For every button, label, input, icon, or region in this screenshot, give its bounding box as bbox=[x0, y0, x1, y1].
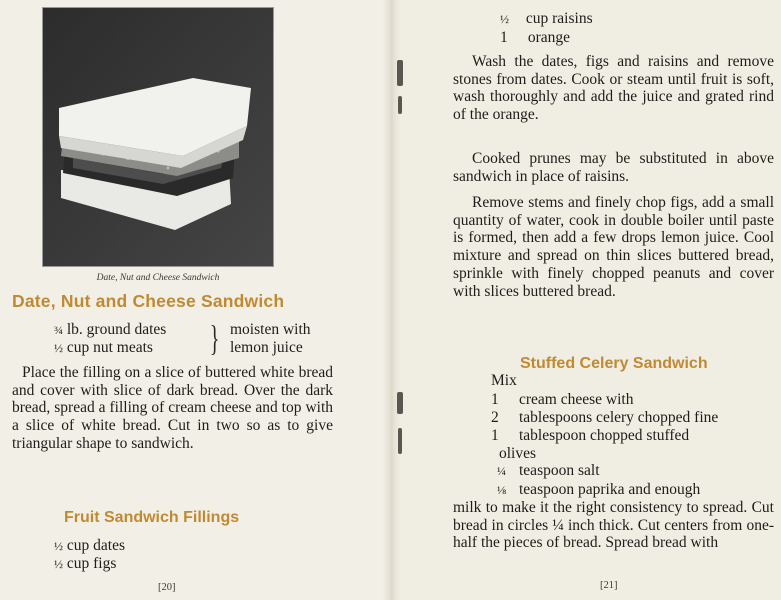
ingredient-dates-item: lb. ground dates bbox=[66, 321, 167, 338]
ingredient-raisins bbox=[500, 10, 593, 28]
page-number-right: [21] bbox=[600, 580, 618, 591]
ingredient-raisins-qty: ½ bbox=[500, 12, 509, 26]
mix-label: Mix bbox=[491, 372, 517, 389]
ingredient-raisins-item: cup raisins bbox=[525, 10, 593, 27]
celery-ingredient-2 bbox=[491, 409, 718, 427]
ingredient-cup-dates bbox=[54, 537, 125, 555]
celery-ingredient-5-qty: ¼ bbox=[497, 464, 506, 478]
staple-bottom-lower bbox=[398, 428, 402, 454]
heading-date-nut-cheese: Date, Nut and Cheese Sandwich bbox=[12, 291, 285, 311]
ingredient-nut-meats-qty: ½ bbox=[54, 341, 63, 355]
sandwich-photo-image bbox=[43, 8, 273, 266]
ingredient-cup-figs-item: cup figs bbox=[66, 555, 117, 572]
celery-ingredient-3-qty: 1 bbox=[491, 427, 499, 444]
brace-glyph: } bbox=[209, 318, 220, 358]
ingredient-orange-item: orange bbox=[527, 29, 571, 46]
celery-ingredient-1-qty: 1 bbox=[491, 391, 499, 408]
ingredient-cup-dates-item: cup dates bbox=[66, 537, 125, 554]
celery-ingredient-5 bbox=[497, 462, 600, 480]
celery-ingredient-5-item: teaspoon salt bbox=[519, 462, 600, 479]
photo-caption: Date, Nut and Cheese Sandwich bbox=[96, 273, 220, 283]
celery-ingredient-6-item: teaspoon paprika and enough bbox=[519, 481, 701, 498]
ingredient-nut-meats bbox=[54, 339, 153, 357]
celery-ingredient-1-item: cream cheese with bbox=[519, 391, 634, 408]
right-paragraph-3: Remove stems and finely chop figs, add a small quantity of water, cook in double boiler until paste is formed, then add a few drops lemon juice. Cool mixture and spread on thin slices buttered bread, sprinkle with finely chopped peanuts and cover with slices buttered bread. bbox=[453, 194, 774, 300]
heading-fruit-fillings: Fruit Sandwich Fillings bbox=[64, 509, 240, 526]
celery-ingredient-4 bbox=[491, 445, 536, 463]
ingredient-orange bbox=[500, 29, 570, 47]
celery-ingredient-6-qty: ⅛ bbox=[497, 483, 506, 497]
right-paragraph-1: Wash the dates, figs and raisins and remove stones from dates. Cook or steam until fruit is soft, wash thoroughly and add the juice and grated rind of the orange. bbox=[453, 53, 774, 124]
book-gutter bbox=[383, 0, 401, 600]
celery-ingredient-4-item: olives bbox=[499, 445, 537, 462]
moisten-line-1: moisten with bbox=[230, 321, 311, 338]
ingredient-dates-qty: ¾ bbox=[54, 323, 63, 337]
right-paragraph-2: Cooked prunes may be substituted in above sandwich in place of raisins. bbox=[453, 150, 774, 185]
celery-ingredient-3 bbox=[491, 427, 689, 445]
ingredient-cup-figs bbox=[54, 555, 116, 573]
page-number-left: [20] bbox=[158, 582, 176, 593]
left-paragraph-1: Place the filling on a slice of buttered white bread and cover with slice of dark bread. Over the dark bread, spread a filling of cream cheese and top with a slice of white bread. Cut in two so as to give triangular shape to sandwich. bbox=[12, 364, 333, 452]
right-paragraph-4: milk to make it the right consistency to spread. Cut bread in circles ¼ inch thick. Cut centers from one-half the pieces of bread. Spread bread with bbox=[453, 499, 774, 552]
staple-bottom bbox=[397, 392, 403, 414]
sandwich-photo bbox=[42, 7, 274, 267]
celery-ingredient-1 bbox=[491, 391, 633, 409]
ingredient-orange-qty: 1 bbox=[500, 29, 508, 46]
celery-ingredient-6 bbox=[497, 481, 700, 499]
staple-top bbox=[397, 60, 403, 86]
heading-stuffed-celery: Stuffed Celery Sandwich bbox=[520, 355, 708, 372]
ingredient-nut-meats-item: cup nut meats bbox=[66, 339, 153, 356]
ingredient-cup-dates-qty: ½ bbox=[54, 539, 63, 553]
celery-ingredient-2-qty: 2 bbox=[491, 409, 499, 426]
staple-top-lower bbox=[398, 96, 402, 114]
moisten-line-2: lemon juice bbox=[230, 339, 303, 356]
ingredient-dates bbox=[54, 321, 166, 339]
celery-ingredient-2-item: tablespoons celery chopped fine bbox=[519, 409, 719, 426]
celery-ingredient-3-item: tablespoon chopped stuffed bbox=[519, 427, 690, 444]
ingredient-cup-figs-qty: ½ bbox=[54, 557, 63, 571]
